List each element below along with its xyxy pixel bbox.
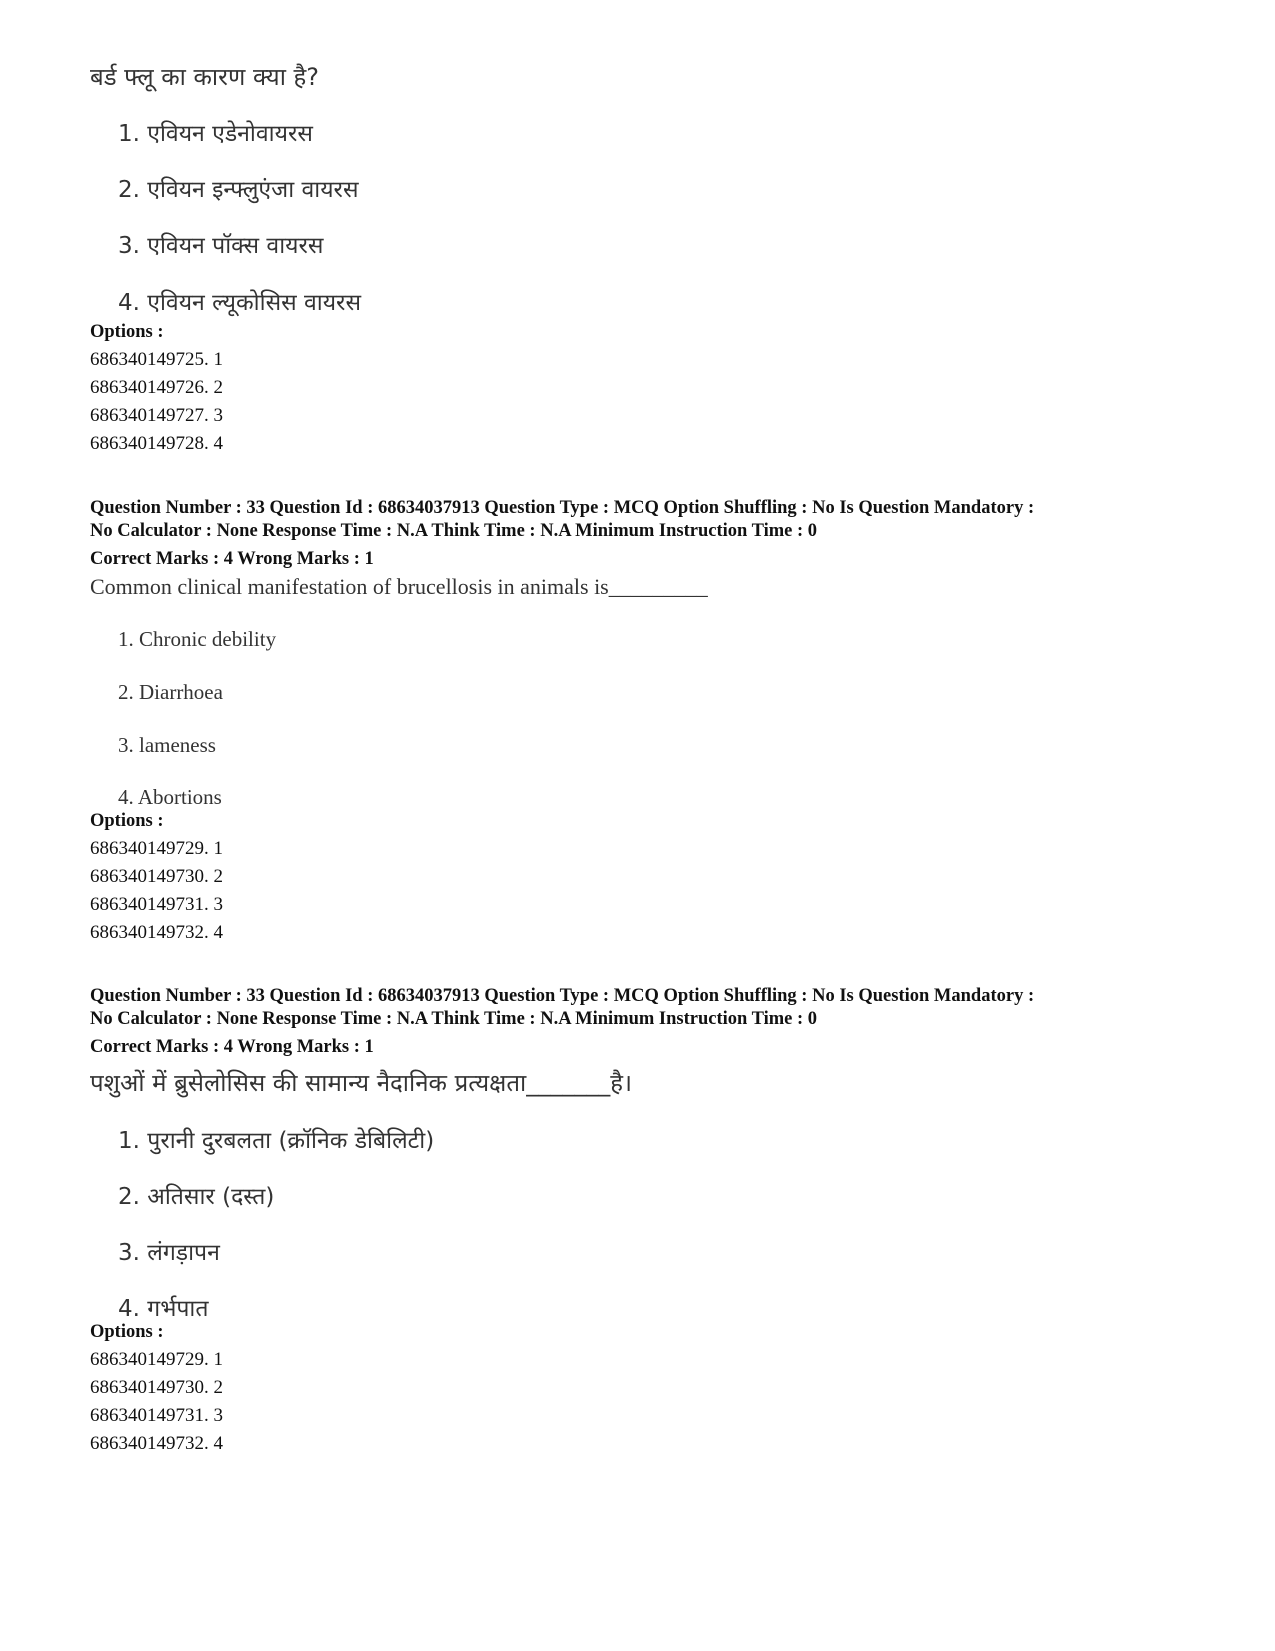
choice-1: 1. पुरानी दुरबलता (क्रॉनिक डेबिलिटी) xyxy=(118,1128,435,1154)
option-id: 686340149727. 3 xyxy=(90,405,223,426)
choice-1: 1. Chronic debility xyxy=(118,627,277,651)
question-text-hindi-2: पशुओं में ब्रुसेलोसिस की सामान्य नैदानिक प्रत्यक्षता_______है। xyxy=(90,1069,633,1097)
option-id: 686340149731. 3 xyxy=(90,894,223,915)
option-id: 686340149731. 3 xyxy=(90,1405,223,1426)
option-id: 686340149726. 2 xyxy=(90,377,223,398)
option-id: 686340149730. 2 xyxy=(90,1377,223,1398)
option-id: 686340149729. 1 xyxy=(90,1349,223,1370)
options-label: Options : xyxy=(90,322,164,342)
option-id: 686340149732. 4 xyxy=(90,922,223,943)
choice-4: 4. एवियन ल्यूकोसिस वायरस xyxy=(118,290,362,316)
option-id: 686340149725. 1 xyxy=(90,349,223,370)
choice-2: 2. Diarrhoea xyxy=(118,680,223,704)
choice-2: 2. अतिसार (दस्त) xyxy=(118,1184,275,1210)
options-label: Options : xyxy=(90,811,164,831)
marks-line: Correct Marks : 4 Wrong Marks : 1 xyxy=(90,1037,374,1057)
question-text-english: Common clinical manifestation of brucellosis in animals is_________ xyxy=(90,574,708,599)
choice-4: 4. Abortions xyxy=(118,785,222,809)
options-label: Options : xyxy=(90,1322,164,1342)
marks-line: Correct Marks : 4 Wrong Marks : 1 xyxy=(90,549,374,569)
question-meta-line-1: Question Number : 33 Question Id : 68634037913 Question Type : MCQ Option Shuffling : No Is Question Mandatory : xyxy=(90,498,1035,518)
choice-3: 3. lameness xyxy=(118,733,216,757)
choice-3: 3. लंगड़ापन xyxy=(118,1240,220,1266)
question-meta-line-1: Question Number : 33 Question Id : 68634037913 Question Type : MCQ Option Shuffling : No Is Question Mandatory : xyxy=(90,986,1035,1006)
choice-3: 3. एवियन पॉक्स वायरस xyxy=(118,233,324,259)
question-meta-line-2: No Calculator : None Response Time : N.A Think Time : N.A Minimum Instruction Time : 0 xyxy=(90,1009,818,1029)
choice-1: 1. एवियन एडेनोवायरस xyxy=(118,121,313,147)
question-meta-line-2: No Calculator : None Response Time : N.A Think Time : N.A Minimum Instruction Time : 0 xyxy=(90,521,818,541)
question-text-hindi-1: बर्ड फ्लू का कारण क्या है? xyxy=(90,63,320,91)
choice-2: 2. एवियन इन्फ्लुएंजा वायरस xyxy=(118,177,359,203)
option-id: 686340149730. 2 xyxy=(90,866,223,887)
choice-4: 4. गर्भपात xyxy=(118,1296,209,1322)
option-id: 686340149729. 1 xyxy=(90,838,223,859)
option-id: 686340149732. 4 xyxy=(90,1433,223,1454)
option-id: 686340149728. 4 xyxy=(90,433,223,454)
